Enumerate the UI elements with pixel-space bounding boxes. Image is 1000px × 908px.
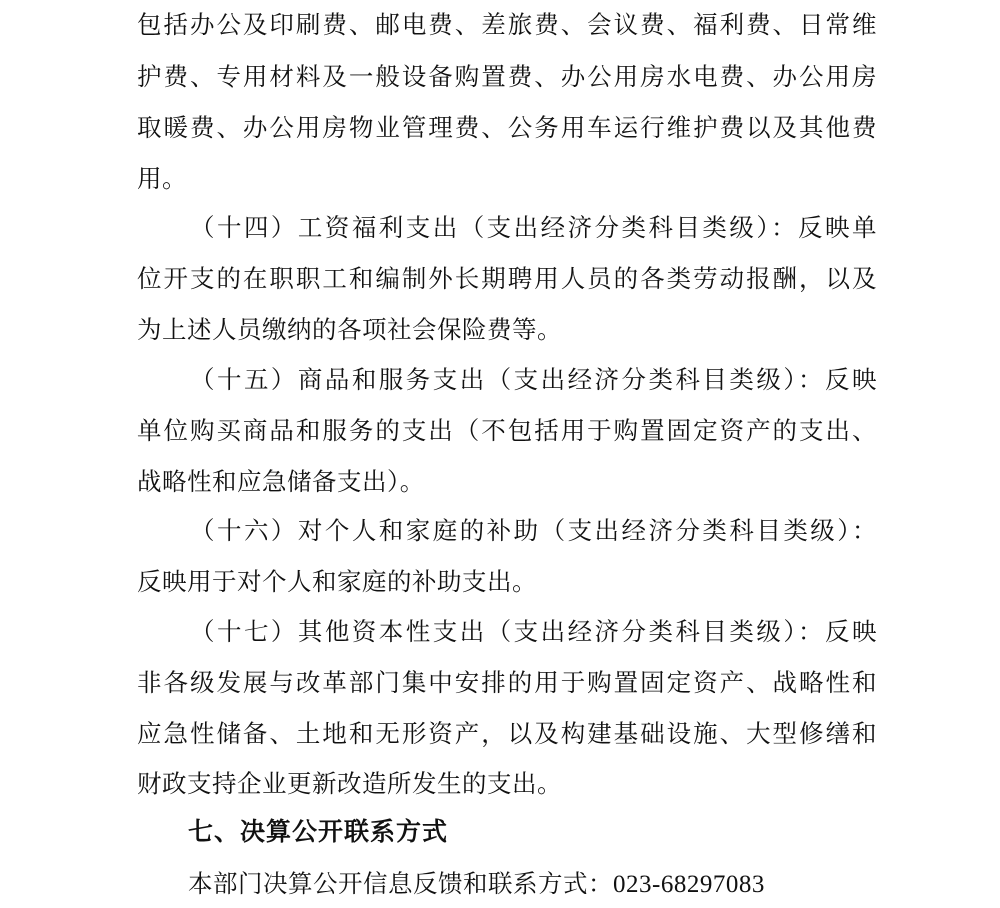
paragraph-2-line-2: 位开支的在职职工和编制外长期聘用人员的各类劳动报酬，以及	[137, 264, 877, 293]
contact-phone: 023-68297083	[613, 871, 765, 898]
paragraph-5-line-1: （十七）其他资本性支出（支出经济分类科目类级）：反映	[190, 617, 877, 646]
paragraph-1-line-1: 包括办公及印刷费、邮电费、差旅费、会议费、福利费、日常维	[137, 10, 877, 39]
paragraph-3-line-1: （十五）商品和服务支出（支出经济分类科目类级）：反映	[190, 365, 877, 394]
paragraph-5-line-4: 财政支持企业更新改造所发生的支出。	[137, 769, 562, 798]
paragraph-3-line-2: 单位购买商品和服务的支出（不包括用于购置固定资产的支出、	[137, 416, 877, 445]
paragraph-3-line-3: 战略性和应急储备支出）。	[137, 467, 425, 496]
paragraph-1-line-3: 取暖费、办公用房物业管理费、公务用车运行维护费以及其他费	[137, 113, 877, 142]
contact-label: 本部门决算公开信息反馈和联系方式：	[188, 869, 613, 898]
paragraph-2-line-1: （十四）工资福利支出（支出经济分类科目类级）：反映单	[190, 213, 877, 242]
section-heading: 七、决算公开联系方式	[188, 817, 449, 846]
paragraph-5-line-3: 应急性储备、土地和无形资产，以及构建基础设施、大型修缮和	[137, 719, 877, 748]
paragraph-5-line-2: 非各级发展与改革部门集中安排的用于购置固定资产、战略性和	[137, 668, 877, 697]
paragraph-4-line-2: 反映用于对个人和家庭的补助支出。	[137, 567, 537, 596]
contact-line	[188, 864, 765, 904]
paragraph-4-line-1: （十六）对个人和家庭的补助（支出经济分类科目类级）：	[190, 516, 877, 545]
paragraph-1-line-4: 用。	[137, 164, 187, 193]
paragraph-1-line-2: 护费、专用材料及一般设备购置费、办公用房水电费、办公用房	[137, 62, 877, 91]
paragraph-2-line-3: 为上述人员缴纳的各项社会保险费等。	[137, 315, 562, 344]
